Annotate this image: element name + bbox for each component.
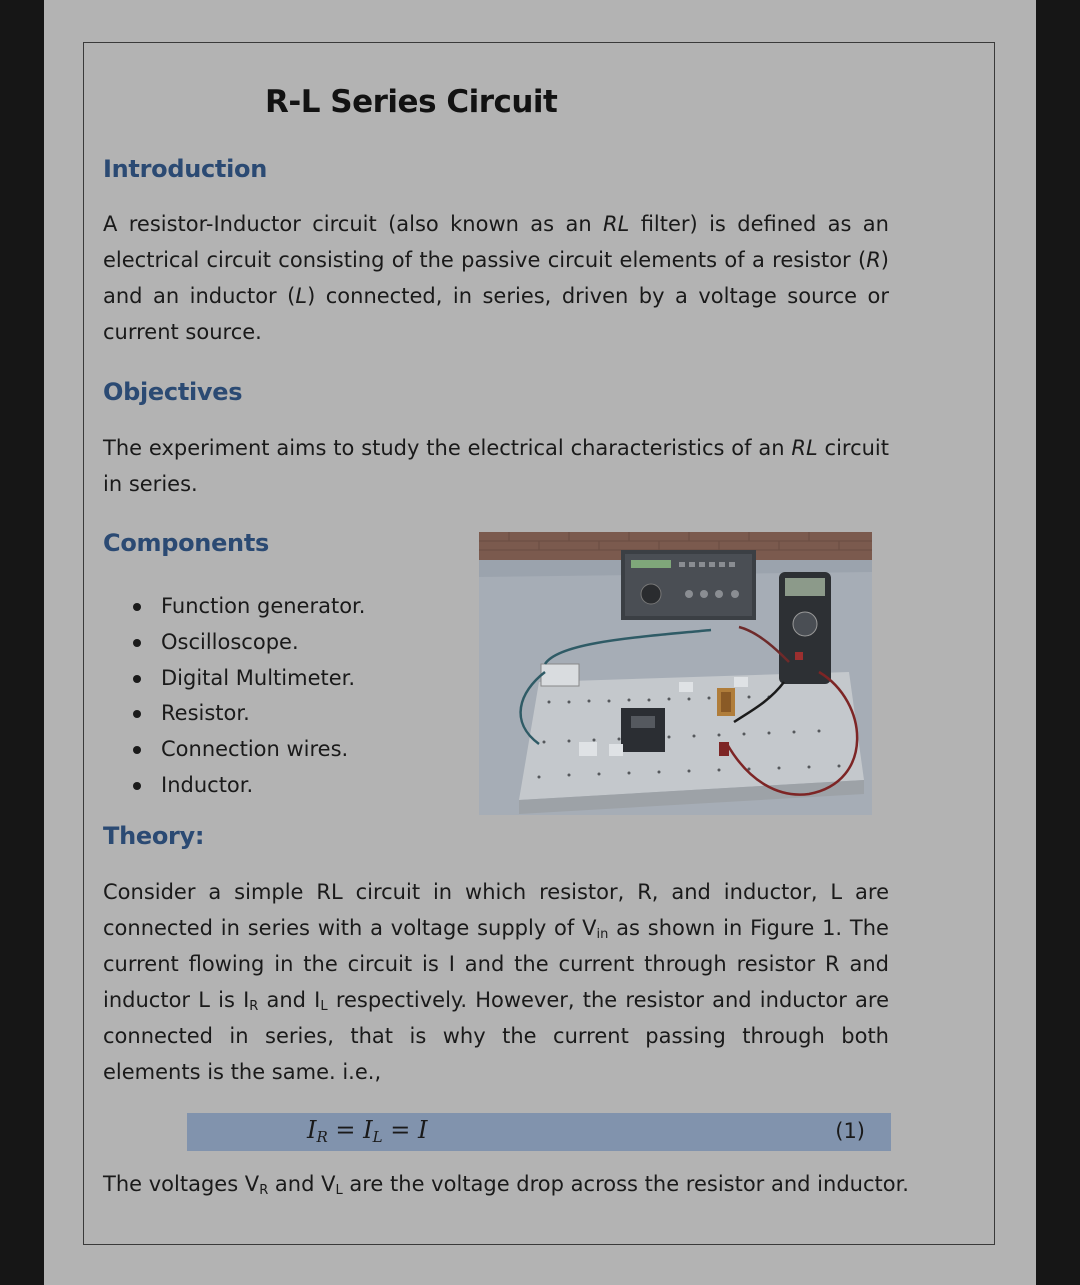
list-item: Function generator. [133, 588, 365, 624]
equation-block [187, 1113, 891, 1151]
objectives-heading: Objectives [103, 378, 243, 406]
closing-text: The voltages $V_R$ and $V_L$ are the voltage drop across the resistor and inductor. [103, 1172, 909, 1198]
list-item: Inductor. [133, 767, 365, 803]
equation-number: (1) [835, 1119, 865, 1143]
list-item: Oscilloscope. [133, 624, 365, 660]
introduction-text: A resistor-Inductor circuit (also known as an RL filter) is defined as an electrical circuit consisting of the passive circuit elements of a resistor (R) and an inductor (L) connected, in series, driven by a voltage source or current source. [103, 212, 890, 344]
components-heading: Components [103, 529, 269, 557]
objectives-text: The experiment aims to study the electrical characteristics of an RL circuit in series. [103, 436, 889, 496]
page-title: R-L Series Circuit [265, 84, 558, 120]
components-list [133, 588, 365, 803]
list-item: Connection wires. [133, 731, 365, 767]
list-item: Resistor. [133, 695, 365, 731]
document-page [44, 0, 1036, 1285]
circuit-setup-photo [479, 532, 872, 815]
theory-text: Consider a simple RL circuit in which resistor, R, and inductor, L are connected in series with a voltage supply of $V_{in}$ as shown in Figure 1. The current flowing in the circuit is I and the current through resistor R and inductor L is $I_R$ and $I_L$ respectively. However, the resistor and inductor are connected in series, that is why the current passing through both elements is the same. i.e., [103, 880, 889, 1084]
theory-heading: Theory: [103, 822, 205, 850]
introduction-heading: Introduction [103, 155, 267, 183]
equation-formula: $I_R = I_L = I$ [307, 1116, 428, 1146]
list-item: Digital Multimeter. [133, 660, 365, 696]
